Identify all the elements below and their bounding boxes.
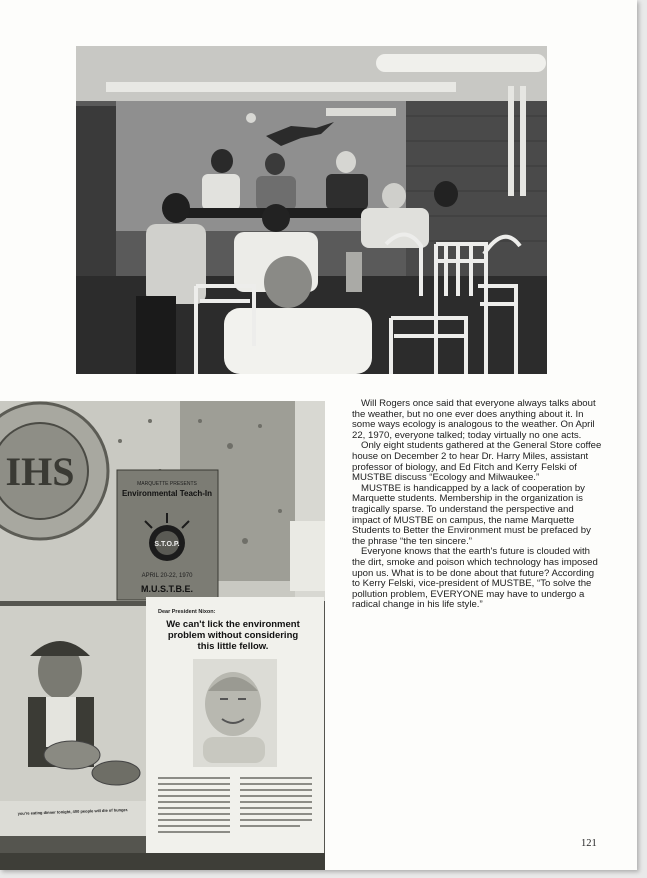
article-paragraph-1: Will Rogers once said that everyone always talks about the weather, but no one ever does anything about it. In some ways ecology is analogous to the weather. On April 22, 1970, everyone talked; today virtually no one acts. (352, 398, 596, 441)
poster-headline-line1: We can't lick the environment (166, 619, 300, 630)
article-paragraph-2: Only eight students gathered at the General Store coffee house on December 2 to hear Dr. Harry Miles, assistant professor of biology, and Ed Fitch and Kerry Felski of MUSTBE discuss “Ecology and Milwaukee.” (352, 440, 602, 484)
svg-text:APRIL 20-22, 1970: APRIL 20-22, 1970 (141, 573, 193, 579)
svg-text:MARQUETTE PRESENTS: MARQUETTE PRESENTS (137, 481, 197, 487)
poster-teach-in-title: Environmental Teach-In (121, 489, 213, 498)
posters-photo-image (0, 401, 325, 870)
poster-mustbe-name: M.U.S.T.B.E. (140, 584, 194, 594)
poster-headline-line3: this little fellow. (197, 641, 269, 652)
posters-photo (0, 401, 325, 870)
coffee-house-photo (76, 46, 547, 374)
article-paragraph-3: MUSTBE is handicapped by a lack of cooperation by Marquette students. Membership in the organization is tragically sparse. To understand the perspective and impact of MUSTBE on campus, the name Marquette Students to Better the Environment must be prefaced by the phrase “the ten sincere.” (352, 482, 591, 547)
article-paragraph-4: Everyone knows that the earth's future is clouded with the dirt, smoke and poison which technology has imposed upon us. What is to be done about that future? According to Kerry Felski, vice-president of MUSTBE, “To solve the pollution problem, EVERYONE may have to undergo a radical change in his life style.” (352, 546, 598, 611)
poster-stop-logo: S.T.O.P. (154, 541, 180, 548)
article-body (352, 399, 602, 611)
svg-text:you're eating dinner tonight,: you're eating dinner tonight, 400 people will die of hunger. (17, 807, 129, 816)
coffee-house-photo-image (76, 46, 547, 374)
poster-salutation: Dear President Nixon: (158, 609, 216, 615)
poster-headline-line2: problem without considering (167, 630, 299, 641)
page-number: 121 (581, 838, 597, 849)
svg-text:IHS: IHS (5, 449, 75, 494)
